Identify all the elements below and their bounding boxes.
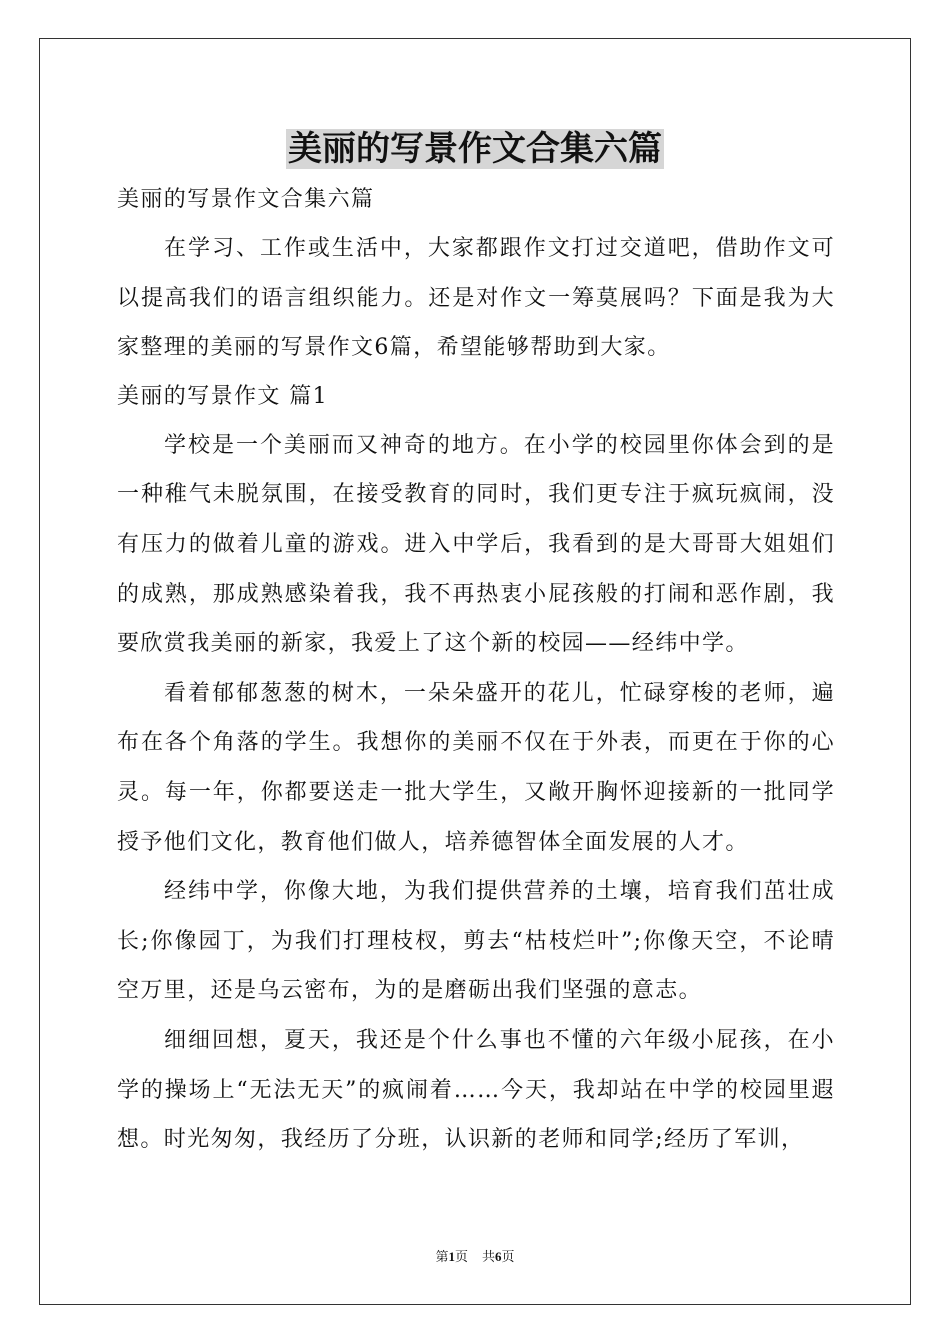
document-title xyxy=(0,125,950,173)
page-footer xyxy=(0,1246,950,1265)
body-paragraph-1: 学校是一个美丽而又神奇的地方。在小学的校园里你体会到的是一种稚气未脱氛围，在接受教育的同时，我们更专注于疯玩疯闹，没有压力的做着儿童的游戏。进入中学后，我看到的是大哥哥大姐姐们的成熟，那成熟感染着我，我不再热衷小屁孩般的打闹和恶作剧，我要欣赏我美丽的新家，我爱上了这个新的校园——经纬中学。 xyxy=(117,432,835,657)
document-body xyxy=(117,176,835,1165)
total-prefix: 共 xyxy=(482,1249,496,1264)
total-pages: 6 xyxy=(495,1249,502,1264)
body-paragraph-4: 细细回想，夏天，我还是个什么事也不懂的六年级小屁孩，在小学的操场上“无法无天”的疯闹着……今天，我却站在中学的校园里遐想。时光匆匆，我经历了分班，认识新的老师和同学;经历了军训， xyxy=(117,1027,835,1153)
page-number: 1 xyxy=(448,1249,455,1264)
total-suffix: 页 xyxy=(501,1249,515,1264)
section-heading: 美丽的写景作文 篇1 xyxy=(117,383,328,409)
intro-paragraph: 在学习、工作或生活中，大家都跟作文打过交道吧，借助作文可以提高我们的语言组织能力。还是对作文一筹莫展吗？下面是我为大家整理的美丽的写景作文6篇，希望能够帮助到大家。 xyxy=(117,236,835,361)
document-title-text: 美丽的写景作文合集六篇 xyxy=(288,129,662,169)
page-suffix: 页 xyxy=(454,1249,468,1264)
body-paragraph-2: 看着郁郁葱葱的树木，一朵朵盛开的花儿，忙碌穿梭的老师，遍布在各个角落的学生。我想你的美丽不仅在于外表，而更在于你的心灵。每一年，你都要送走一批大学生，又敞开胸怀迎接新的一批同学授予他们文化，教育他们做人，培养德智体全面发展的人才。 xyxy=(117,680,835,855)
body-paragraph-3: 经纬中学，你像大地，为我们提供营养的土壤，培育我们茁壮成长;你像园丁，为我们打理枝杈，剪去“枯枝烂叶”;你像天空，不论晴空万里，还是乌云密布，为的是磨砺出我们坚强的意志。 xyxy=(117,879,835,1004)
page-prefix: 第 xyxy=(435,1249,449,1264)
document-subtitle: 美丽的写景作文合集六篇 xyxy=(117,187,375,212)
